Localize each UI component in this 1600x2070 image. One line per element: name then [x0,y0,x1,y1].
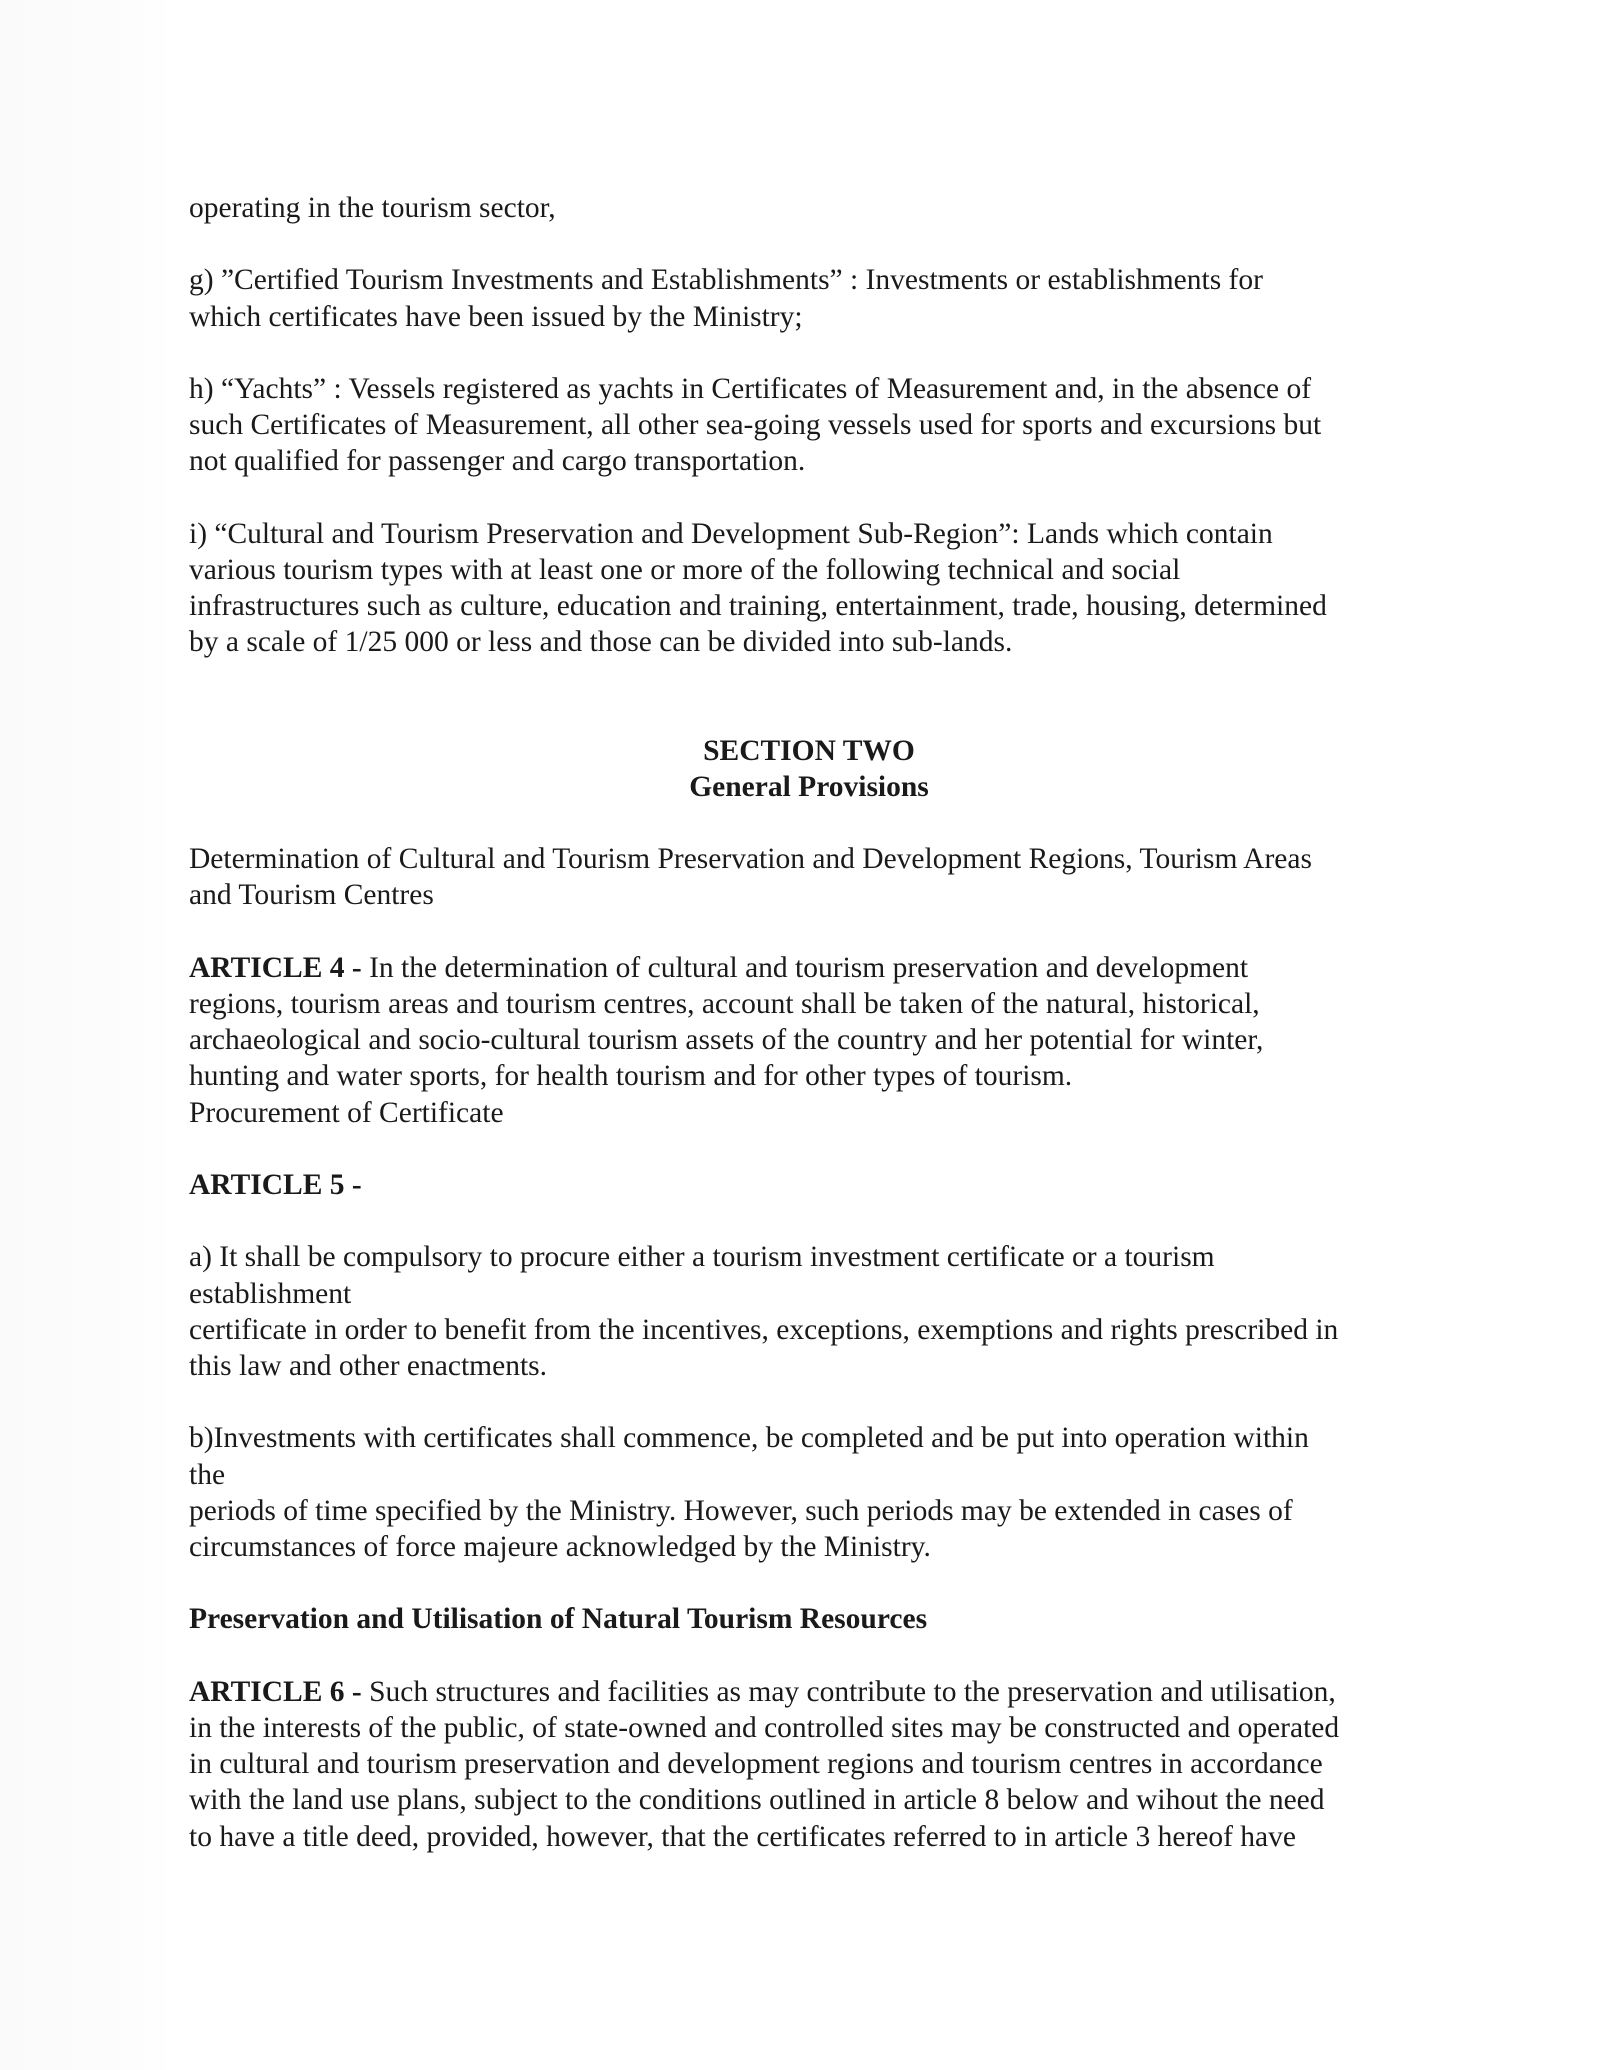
paragraph-f-continuation [189,190,1429,226]
text-line: hunting and water sports, for health tourism and for other types of tourism. [189,1060,1073,1093]
document-page [189,190,1429,1855]
page-margin-shade [0,0,172,2070]
article-4-first-line [189,950,1429,986]
text-line: various tourism types with at least one or more of the following technical and social [189,553,1181,586]
heading-preservation [189,1601,1429,1637]
text-line: with the land use plans, subject to the conditions outlined in article 8 below and wihout the need [189,1784,1325,1817]
text-line: by a scale of 1/25 000 or less and those can be divided into sub-lands. [189,626,1013,659]
text-line: this law and other enactments. [189,1349,547,1382]
article-6-first-line [189,1674,1429,1710]
text-line: b)Investments with certificates shall commence, be completed and be put into operation within [189,1422,1309,1455]
section-heading [189,733,1429,805]
article-5-label: ARTICLE 5 - [189,1168,362,1201]
text-line: the [189,1458,226,1491]
section-subtitle: General Provisions [689,770,929,803]
text-line: Preservation and Utilisation of Natural Tourism Resources [189,1603,928,1636]
text-line: not qualified for passenger and cargo transportation. [189,445,806,478]
text-line: and Tourism Centres [189,879,434,912]
article-4 [189,950,1429,1095]
heading-determination [189,841,1429,913]
text-line: such Certificates of Measurement, all other sea-going vessels used for sports and excursions but [189,409,1322,442]
paragraph-5a [189,1239,1429,1384]
paragraph-h-definition [189,371,1429,480]
text-line: Procurement of Certificate [189,1096,504,1129]
text-line: Determination of Cultural and Tourism Preservation and Development Regions, Tourism Areas [189,843,1312,876]
article-6 [189,1674,1429,1855]
article-6-text: Such structures and facilities as may contribute to the preservation and utilisation, [361,1675,1336,1708]
article-6-label: ARTICLE 6 - [189,1675,362,1708]
text-line: h) “Yachts” : Vessels registered as yachts in Certificates of Measurement and, in the absence of [189,372,1312,405]
article-4-text: In the determination of cultural and tourism preservation and development [361,951,1249,984]
text-line: i) “Cultural and Tourism Preservation and Development Sub-Region”: Lands which contain [189,517,1273,550]
paragraph-i-definition [189,516,1429,661]
text-line: certificate in order to benefit from the incentives, exceptions, exemptions and rights prescribed in [189,1313,1339,1346]
text-line: in cultural and tourism preservation and development regions and tourism centres in accordance [189,1748,1323,1781]
article-4-label: ARTICLE 4 - [189,951,362,984]
section-title: SECTION TWO [703,734,915,767]
text-line: regions, tourism areas and tourism centres, account shall be taken of the natural, historical, [189,987,1260,1020]
paragraph-g-definition [189,262,1429,334]
text-line: a) It shall be compulsory to procure either a tourism investment certificate or a tourism [189,1241,1215,1274]
text-line: circumstances of force majeure acknowledged by the Ministry. [189,1530,931,1563]
text-line: periods of time specified by the Ministry. However, such periods may be extended in cases of [189,1494,1293,1527]
article-5 [189,1167,1429,1203]
heading-procurement [189,1095,1429,1131]
text-line: establishment [189,1277,352,1310]
text-line: in the interests of the public, of state-owned and controlled sites may be constructed and operated [189,1711,1340,1744]
text-line: g) ”Certified Tourism Investments and Establishments” : Investments or establishments for [189,264,1263,297]
text-line: archaeological and socio-cultural tourism assets of the country and her potential for winter, [189,1024,1264,1057]
text-line: to have a title deed, provided, however, that the certificates referred to in article 3 hereof have [189,1820,1296,1853]
paragraph-5b [189,1420,1429,1565]
text-line: operating in the tourism sector, [189,192,556,224]
text-line: infrastructures such as culture, education and training, entertainment, trade, housing, determined [189,590,1327,623]
text-line: which certificates have been issued by the Ministry; [189,300,803,333]
